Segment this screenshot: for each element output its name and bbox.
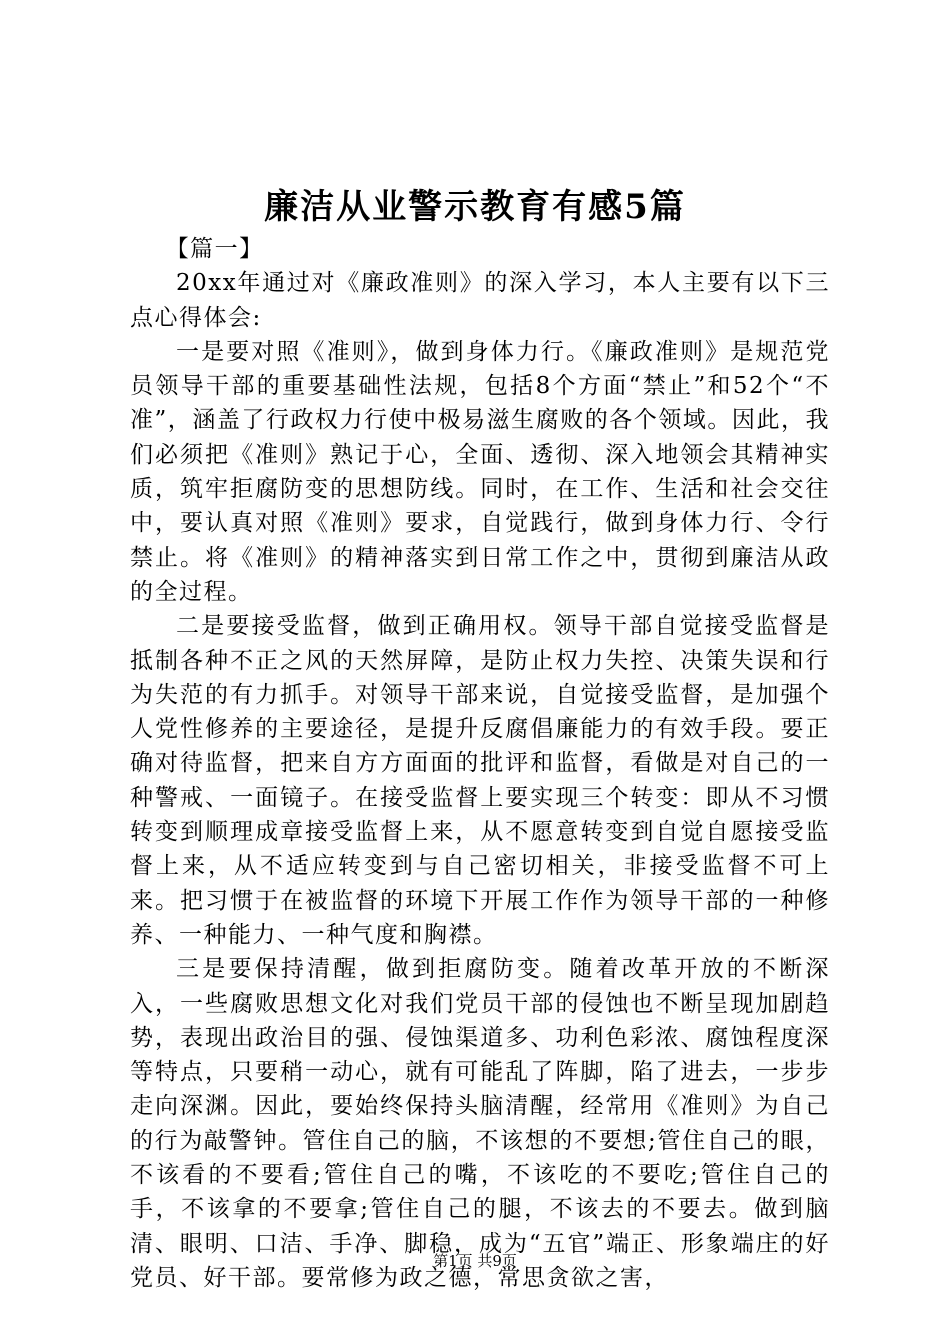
paragraph-point-three: 三是要保持清醒，做到拒腐防变。随着改革开放的不断深入，一些腐败思想文化对我们党员干部的侵蚀也不断呈现加剧趋势，表现出政治目的强、侵蚀渠道多、功利色彩浓、腐蚀程度深等特点，只要稍一动心，就有可能乱了阵脚，陷了进去，一步步走向深渊。因此，要始终保持头脑清醒，经常用《准则》为自己的行为敲警钟。管住自己的脑，不该想的不要想;管住自己的眼，不该看的不要看;管住自己的嘴，不该吃的不要吃;管住自己的手，不该拿的不要拿;管住自己的腿，不该去的不要去。做到脑清、眼明、口洁、手净、脚稳，成为“五官”端正、形象端庄的好党员、好干部。要常修为政之德，常思贪欲之害， — [130, 956, 830, 1291]
paragraph-intro: 20xx年通过对《廉政准则》的深入学习，本人主要有以下三点心得体会: — [130, 270, 830, 331]
document-body — [130, 232, 830, 1295]
page-number-footer: 第1页 共9页 — [433, 1252, 517, 1270]
paragraph-point-two: 二是要接受监督，做到正确用权。领导干部自觉接受监督是抵制各种不正之风的天然屏障，是防止权力失控、决策失误和行为失范的有力抓手。对领导干部来说，自觉接受监督，是加强个人党性修养的主要途径，是提升反腐倡廉能力的有效手段。要正确对待监督，把来自方方面面的批评和监督，看做是对自己的一种警戒、一面镜子。在接受监督上要实现三个转变：即从不习惯转变到顺理成章接受监督上来，从不愿意转变到自觉自愿接受监督上来，从不适应转变到与自己密切相关，非接受监督不可上来。把习惯于在被监督的环境下开展工作作为领导干部的一种修养、一种能力、一种气度和胸襟。 — [130, 613, 830, 948]
document-title: 廉洁从业警示教育有感5篇 — [264, 187, 686, 227]
section-heading: 【篇一】 — [165, 236, 264, 262]
paragraph-point-one: 一是要对照《准则》，做到身体力行。《廉政准则》是规范党员领导干部的重要基础性法规，包括8个方面“禁止”和52个“不准”，涵盖了行政权力行使中极易滋生腐败的各个领域。因此，我们必须把《准则》熟记于心，全面、透彻、深入地领会其精神实质，筑牢拒腐防变的思想防线。同时，在工作、生活和社会交往中，要认真对照《准则》要求，自觉践行，做到身体力行、令行禁止。将《准则》的精神落实到日常工作之中，贯彻到廉洁从政的全过程。 — [130, 338, 830, 605]
